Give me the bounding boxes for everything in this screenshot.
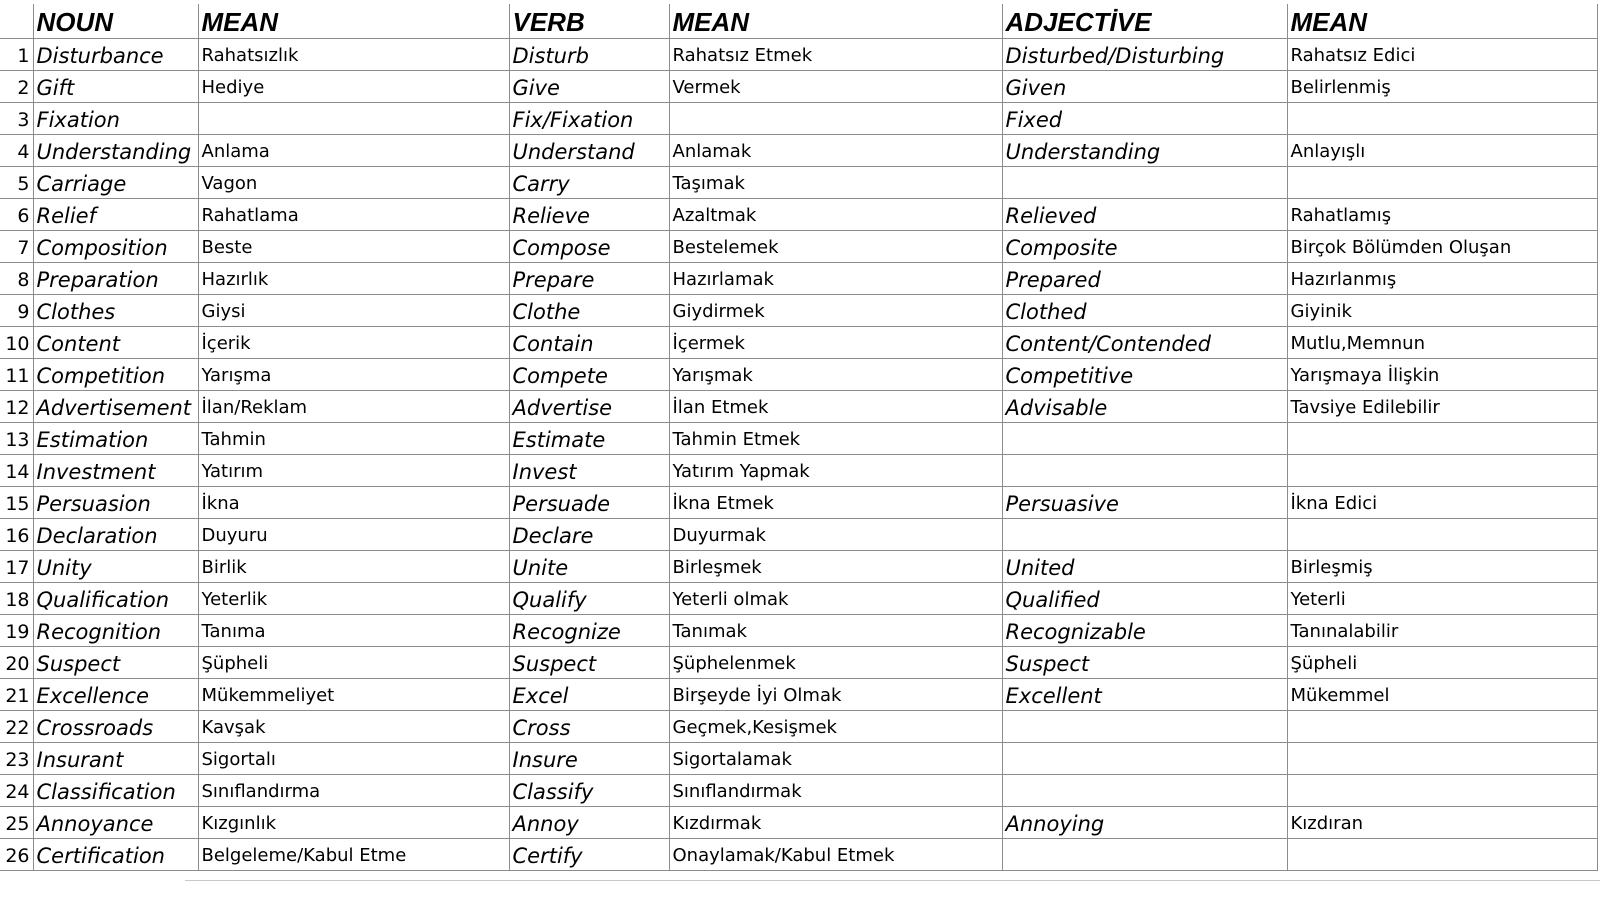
- verb-cell[interactable]: Invest: [509, 454, 669, 486]
- noun-mean-cell[interactable]: Rahatlama: [198, 198, 509, 230]
- noun-mean-cell[interactable]: Vagon: [198, 166, 509, 198]
- row-number[interactable]: 20: [0, 646, 33, 678]
- noun-cell[interactable]: Understanding: [33, 134, 198, 166]
- adjective-mean-cell[interactable]: Mutlu,Memnun: [1287, 326, 1597, 358]
- verb-mean-cell[interactable]: İçermek: [669, 326, 1002, 358]
- row-number[interactable]: 21: [0, 678, 33, 710]
- verb-cell[interactable]: Clothe: [509, 294, 669, 326]
- adjective-mean-cell[interactable]: [1287, 838, 1597, 870]
- verb-cell[interactable]: Unite: [509, 550, 669, 582]
- noun-cell[interactable]: Relief: [33, 198, 198, 230]
- noun-cell[interactable]: Preparation: [33, 262, 198, 294]
- verb-cell[interactable]: Cross: [509, 710, 669, 742]
- noun-cell[interactable]: Recognition: [33, 614, 198, 646]
- table-row: [0, 486, 1597, 518]
- noun-mean-cell[interactable]: Mükemmeliyet: [198, 678, 509, 710]
- row-number[interactable]: 4: [0, 134, 33, 166]
- verb-cell[interactable]: Carry: [509, 166, 669, 198]
- header-adjective-mean[interactable]: MEAN: [1287, 4, 1597, 38]
- adjective-cell[interactable]: Annoying: [1002, 806, 1287, 838]
- table-row: [0, 678, 1597, 710]
- verb-cell[interactable]: Compose: [509, 230, 669, 262]
- verb-mean-cell[interactable]: Onaylamak/Kabul Etmek: [669, 838, 1002, 870]
- verb-cell[interactable]: Understand: [509, 134, 669, 166]
- table-row: [0, 230, 1597, 262]
- verb-cell[interactable]: Fix/Fixation: [509, 102, 669, 134]
- noun-mean-cell[interactable]: Tanıma: [198, 614, 509, 646]
- verb-mean-cell[interactable]: İlan Etmek: [669, 390, 1002, 422]
- adjective-cell[interactable]: [1002, 422, 1287, 454]
- noun-cell[interactable]: Excellence: [33, 678, 198, 710]
- noun-mean-cell[interactable]: Giysi: [198, 294, 509, 326]
- table-row: [0, 614, 1597, 646]
- adjective-mean-cell[interactable]: Yeterli: [1287, 582, 1597, 614]
- row-number[interactable]: 7: [0, 230, 33, 262]
- adjective-cell[interactable]: Recognizable: [1002, 614, 1287, 646]
- adjective-mean-cell[interactable]: Kızdıran: [1287, 806, 1597, 838]
- row-number[interactable]: 1: [0, 38, 33, 70]
- verb-cell[interactable]: Advertise: [509, 390, 669, 422]
- verb-cell[interactable]: Annoy: [509, 806, 669, 838]
- horizontal-scrollbar-area: [0, 880, 1600, 900]
- adjective-mean-cell[interactable]: Tanınalabilir: [1287, 614, 1597, 646]
- noun-mean-cell[interactable]: Yarışma: [198, 358, 509, 390]
- table-row: [0, 166, 1597, 198]
- verb-cell[interactable]: Suspect: [509, 646, 669, 678]
- noun-mean-cell[interactable]: Hazırlık: [198, 262, 509, 294]
- verb-cell[interactable]: Relieve: [509, 198, 669, 230]
- scrollbar-track[interactable]: [185, 880, 1600, 881]
- adjective-cell[interactable]: [1002, 166, 1287, 198]
- table-row: [0, 774, 1597, 806]
- adjective-cell[interactable]: [1002, 742, 1287, 774]
- header-index-cell[interactable]: [0, 4, 33, 38]
- table-row: [0, 70, 1597, 102]
- table-row: [0, 550, 1597, 582]
- row-number[interactable]: 14: [0, 454, 33, 486]
- verb-cell[interactable]: Prepare: [509, 262, 669, 294]
- table-row: [0, 294, 1597, 326]
- verb-cell[interactable]: Classify: [509, 774, 669, 806]
- adjective-mean-cell[interactable]: Şüpheli: [1287, 646, 1597, 678]
- header-verb-mean[interactable]: MEAN: [669, 4, 1002, 38]
- verb-cell[interactable]: Certify: [509, 838, 669, 870]
- adjective-mean-cell[interactable]: Tavsiye Edilebilir: [1287, 390, 1597, 422]
- table-row: [0, 518, 1597, 550]
- table-row: [0, 198, 1597, 230]
- row-number[interactable]: 26: [0, 838, 33, 870]
- verb-mean-cell[interactable]: Birleşmek: [669, 550, 1002, 582]
- table-row: [0, 582, 1597, 614]
- table-row: [0, 838, 1597, 870]
- noun-cell[interactable]: Estimation: [33, 422, 198, 454]
- table-row: [0, 134, 1597, 166]
- verb-mean-cell[interactable]: Taşımak: [669, 166, 1002, 198]
- adjective-mean-cell[interactable]: Birleşmiş: [1287, 550, 1597, 582]
- adjective-mean-cell[interactable]: Birçok Bölümden Oluşan: [1287, 230, 1597, 262]
- adjective-cell[interactable]: [1002, 710, 1287, 742]
- noun-cell[interactable]: Qualification: [33, 582, 198, 614]
- adjective-cell[interactable]: [1002, 838, 1287, 870]
- noun-mean-cell[interactable]: Sigortalı: [198, 742, 509, 774]
- adjective-mean-cell[interactable]: Rahatsız Edici: [1287, 38, 1597, 70]
- adjective-cell[interactable]: Advisable: [1002, 390, 1287, 422]
- noun-cell[interactable]: Clothes: [33, 294, 198, 326]
- verb-cell[interactable]: Compete: [509, 358, 669, 390]
- adjective-mean-cell[interactable]: [1287, 774, 1597, 806]
- table-row: [0, 358, 1597, 390]
- adjective-cell[interactable]: Clothed: [1002, 294, 1287, 326]
- noun-cell[interactable]: Competition: [33, 358, 198, 390]
- adjective-cell[interactable]: Qualified: [1002, 582, 1287, 614]
- header-adjective[interactable]: ADJECTİVE: [1002, 4, 1287, 38]
- table-row: [0, 390, 1597, 422]
- row-number[interactable]: 12: [0, 390, 33, 422]
- adjective-cell[interactable]: Excellent: [1002, 678, 1287, 710]
- noun-mean-cell[interactable]: Kızgınlık: [198, 806, 509, 838]
- noun-cell[interactable]: Annoyance: [33, 806, 198, 838]
- row-number[interactable]: 15: [0, 486, 33, 518]
- verb-mean-cell[interactable]: Sigortalamak: [669, 742, 1002, 774]
- adjective-mean-cell[interactable]: [1287, 742, 1597, 774]
- adjective-mean-cell[interactable]: Belirlenmiş: [1287, 70, 1597, 102]
- noun-mean-cell[interactable]: Duyuru: [198, 518, 509, 550]
- verb-mean-cell[interactable]: Azaltmak: [669, 198, 1002, 230]
- verb-mean-cell[interactable]: Yeterli olmak: [669, 582, 1002, 614]
- verb-cell[interactable]: Contain: [509, 326, 669, 358]
- verb-mean-cell[interactable]: [669, 102, 1002, 134]
- noun-cell[interactable]: Certification: [33, 838, 198, 870]
- adjective-cell[interactable]: United: [1002, 550, 1287, 582]
- verb-mean-cell[interactable]: Anlamak: [669, 134, 1002, 166]
- row-number[interactable]: 2: [0, 70, 33, 102]
- noun-cell[interactable]: Classification: [33, 774, 198, 806]
- row-number[interactable]: 25: [0, 806, 33, 838]
- row-number[interactable]: 9: [0, 294, 33, 326]
- row-number[interactable]: 6: [0, 198, 33, 230]
- noun-mean-cell[interactable]: Belgeleme/Kabul Etme: [198, 838, 509, 870]
- adjective-cell[interactable]: Composite: [1002, 230, 1287, 262]
- table-row: [0, 422, 1597, 454]
- row-number[interactable]: 11: [0, 358, 33, 390]
- row-number[interactable]: 24: [0, 774, 33, 806]
- table-row: [0, 102, 1597, 134]
- noun-cell[interactable]: Advertisement: [33, 390, 198, 422]
- adjective-cell[interactable]: Given: [1002, 70, 1287, 102]
- noun-cell[interactable]: Declaration: [33, 518, 198, 550]
- adjective-mean-cell[interactable]: [1287, 518, 1597, 550]
- noun-mean-cell[interactable]: Anlama: [198, 134, 509, 166]
- header-row: [0, 4, 1597, 38]
- header-noun[interactable]: NOUN: [33, 4, 198, 38]
- verb-mean-cell[interactable]: Sınıflandırmak: [669, 774, 1002, 806]
- adjective-mean-cell[interactable]: [1287, 422, 1597, 454]
- noun-mean-cell[interactable]: Rahatsızlık: [198, 38, 509, 70]
- table-row: [0, 454, 1597, 486]
- noun-mean-cell[interactable]: Sınıflandırma: [198, 774, 509, 806]
- noun-mean-cell[interactable]: Yatırım: [198, 454, 509, 486]
- row-number[interactable]: 10: [0, 326, 33, 358]
- verb-mean-cell[interactable]: Kızdırmak: [669, 806, 1002, 838]
- noun-mean-cell[interactable]: Yeterlik: [198, 582, 509, 614]
- verb-cell[interactable]: Insure: [509, 742, 669, 774]
- verb-mean-cell[interactable]: Tahmin Etmek: [669, 422, 1002, 454]
- noun-cell[interactable]: Crossroads: [33, 710, 198, 742]
- noun-mean-cell[interactable]: Şüpheli: [198, 646, 509, 678]
- adjective-mean-cell[interactable]: Giyinik: [1287, 294, 1597, 326]
- row-number[interactable]: 18: [0, 582, 33, 614]
- adjective-mean-cell[interactable]: Yarışmaya İlişkin: [1287, 358, 1597, 390]
- table-row: [0, 262, 1597, 294]
- noun-mean-cell[interactable]: İçerik: [198, 326, 509, 358]
- noun-cell[interactable]: Investment: [33, 454, 198, 486]
- table-row: [0, 326, 1597, 358]
- adjective-cell[interactable]: Relieved: [1002, 198, 1287, 230]
- adjective-mean-cell[interactable]: [1287, 102, 1597, 134]
- table-row: [0, 806, 1597, 838]
- verb-cell[interactable]: Give: [509, 70, 669, 102]
- noun-cell[interactable]: Fixation: [33, 102, 198, 134]
- noun-mean-cell[interactable]: Beste: [198, 230, 509, 262]
- adjective-cell[interactable]: Fixed: [1002, 102, 1287, 134]
- adjective-mean-cell[interactable]: İkna Edici: [1287, 486, 1597, 518]
- noun-cell[interactable]: Disturbance: [33, 38, 198, 70]
- noun-cell[interactable]: Gift: [33, 70, 198, 102]
- row-number[interactable]: 19: [0, 614, 33, 646]
- header-verb[interactable]: VERB: [509, 4, 669, 38]
- verb-mean-cell[interactable]: Giydirmek: [669, 294, 1002, 326]
- adjective-cell[interactable]: Prepared: [1002, 262, 1287, 294]
- row-number[interactable]: 5: [0, 166, 33, 198]
- verb-mean-cell[interactable]: Rahatsız Etmek: [669, 38, 1002, 70]
- table-row: [0, 38, 1597, 70]
- noun-cell[interactable]: Carriage: [33, 166, 198, 198]
- verb-mean-cell[interactable]: Bestelemek: [669, 230, 1002, 262]
- noun-mean-cell[interactable]: İkna: [198, 486, 509, 518]
- verb-mean-cell[interactable]: Hazırlamak: [669, 262, 1002, 294]
- adjective-cell[interactable]: Content/Contended: [1002, 326, 1287, 358]
- adjective-cell[interactable]: Competitive: [1002, 358, 1287, 390]
- adjective-cell[interactable]: Disturbed/Disturbing: [1002, 38, 1287, 70]
- table-row: [0, 646, 1597, 678]
- adjective-cell[interactable]: [1002, 454, 1287, 486]
- row-number[interactable]: 22: [0, 710, 33, 742]
- adjective-cell[interactable]: Understanding: [1002, 134, 1287, 166]
- verb-cell[interactable]: Qualify: [509, 582, 669, 614]
- adjective-mean-cell[interactable]: Anlayışlı: [1287, 134, 1597, 166]
- verb-mean-cell[interactable]: Şüphelenmek: [669, 646, 1002, 678]
- row-number[interactable]: 23: [0, 742, 33, 774]
- noun-mean-cell[interactable]: Tahmin: [198, 422, 509, 454]
- verb-mean-cell[interactable]: Vermek: [669, 70, 1002, 102]
- verb-mean-cell[interactable]: İkna Etmek: [669, 486, 1002, 518]
- adjective-mean-cell[interactable]: [1287, 166, 1597, 198]
- table-row: [0, 710, 1597, 742]
- row-number[interactable]: 13: [0, 422, 33, 454]
- verb-mean-cell[interactable]: Birşeyde İyi Olmak: [669, 678, 1002, 710]
- adjective-cell[interactable]: [1002, 774, 1287, 806]
- row-number[interactable]: 16: [0, 518, 33, 550]
- verb-mean-cell[interactable]: Tanımak: [669, 614, 1002, 646]
- adjective-cell[interactable]: [1002, 518, 1287, 550]
- table-row: [0, 742, 1597, 774]
- verb-cell[interactable]: Declare: [509, 518, 669, 550]
- verb-mean-cell[interactable]: Yarışmak: [669, 358, 1002, 390]
- verb-cell[interactable]: Excel: [509, 678, 669, 710]
- adjective-mean-cell[interactable]: [1287, 454, 1597, 486]
- row-number[interactable]: 3: [0, 102, 33, 134]
- adjective-mean-cell[interactable]: [1287, 710, 1597, 742]
- noun-cell[interactable]: Insurant: [33, 742, 198, 774]
- adjective-cell[interactable]: Suspect: [1002, 646, 1287, 678]
- adjective-mean-cell[interactable]: Hazırlanmış: [1287, 262, 1597, 294]
- noun-cell[interactable]: Unity: [33, 550, 198, 582]
- noun-mean-cell[interactable]: İlan/Reklam: [198, 390, 509, 422]
- adjective-cell[interactable]: Persuasive: [1002, 486, 1287, 518]
- vocabulary-table: [0, 4, 1598, 871]
- verb-cell[interactable]: Persuade: [509, 486, 669, 518]
- row-number[interactable]: 17: [0, 550, 33, 582]
- verb-mean-cell[interactable]: Yatırım Yapmak: [669, 454, 1002, 486]
- noun-mean-cell[interactable]: Hediye: [198, 70, 509, 102]
- verb-cell[interactable]: Disturb: [509, 38, 669, 70]
- noun-cell[interactable]: Suspect: [33, 646, 198, 678]
- noun-cell[interactable]: Composition: [33, 230, 198, 262]
- noun-cell[interactable]: Persuasion: [33, 486, 198, 518]
- adjective-mean-cell[interactable]: Mükemmel: [1287, 678, 1597, 710]
- row-number[interactable]: 8: [0, 262, 33, 294]
- verb-cell[interactable]: Estimate: [509, 422, 669, 454]
- noun-mean-cell[interactable]: Kavşak: [198, 710, 509, 742]
- verb-cell[interactable]: Recognize: [509, 614, 669, 646]
- noun-mean-cell[interactable]: Birlik: [198, 550, 509, 582]
- verb-mean-cell[interactable]: Geçmek,Kesişmek: [669, 710, 1002, 742]
- noun-mean-cell[interactable]: [198, 102, 509, 134]
- noun-cell[interactable]: Content: [33, 326, 198, 358]
- verb-mean-cell[interactable]: Duyurmak: [669, 518, 1002, 550]
- header-noun-mean[interactable]: MEAN: [198, 4, 509, 38]
- adjective-mean-cell[interactable]: Rahatlamış: [1287, 198, 1597, 230]
